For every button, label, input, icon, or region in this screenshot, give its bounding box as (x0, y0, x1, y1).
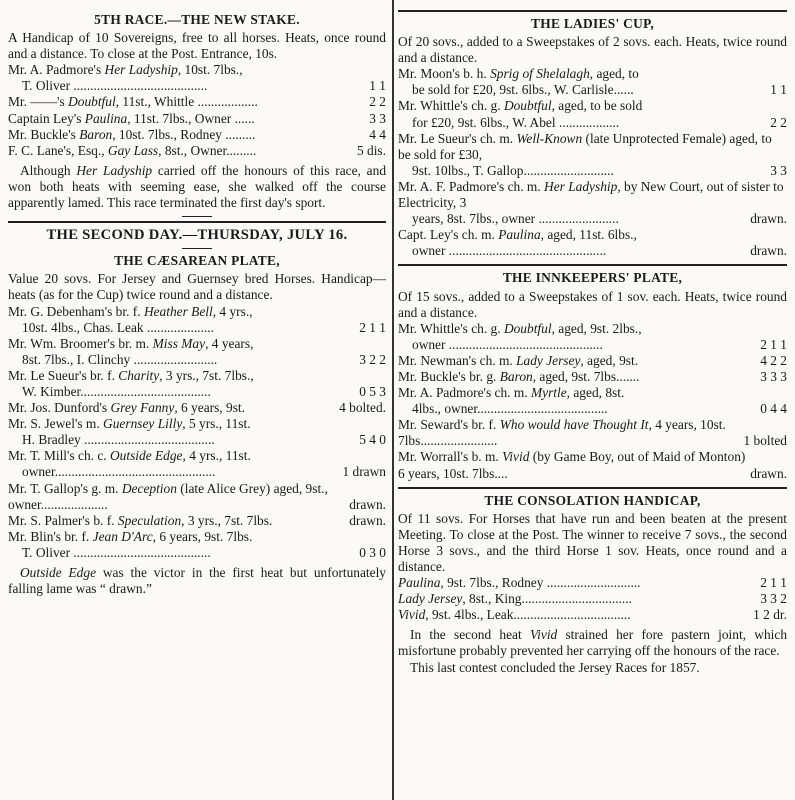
entry-detail: , 9st. 7lbs., Rodney ............................ (440, 575, 641, 591)
entry-horse: Paulina (498, 227, 541, 243)
race-entry (398, 227, 787, 259)
caesarean-entries (8, 304, 386, 562)
entry-detail: , 11st., Whittle .................. (115, 94, 258, 110)
entry-line (8, 448, 386, 464)
entry-detail: , 4 years, 10st. 7lbs....................... (398, 417, 726, 449)
entry-horse: Vivid (398, 607, 426, 623)
race-entry (8, 416, 386, 448)
race-entry (8, 529, 386, 561)
entry-places: 1 bolted (743, 433, 787, 449)
entry-detail: , aged, to (589, 66, 639, 82)
innkeepers-entries (398, 321, 787, 482)
entry-line (398, 66, 787, 82)
entry-line (398, 211, 787, 227)
entry-owner: Mr. Le Sueur's br. f. (8, 367, 119, 383)
race-entry (398, 591, 787, 607)
entry-places: 5 dis. (356, 142, 386, 158)
entry-detail: , 4 yrs., 11st. (182, 448, 251, 464)
entry-continuation: H. Bradley ....................................... (22, 432, 215, 448)
entry-line (398, 369, 756, 385)
entry-continuation: years, 8st. 7lbs., owner ........................ (412, 211, 619, 227)
entry-horse: Paulina (398, 575, 441, 591)
entry-line (8, 513, 345, 529)
entry-horse: Baron (79, 126, 113, 142)
entry-owner: Mr. Buckle's (8, 126, 80, 142)
entry-continuation: 4lbs., owner....................................... (412, 401, 608, 417)
entry-places: 3 3 (770, 162, 787, 178)
entry-line (8, 384, 386, 400)
entry-owner: Mr. Moon's b. h. (398, 66, 491, 82)
divider (398, 487, 787, 489)
entry-horse: Jean D'Arc (92, 528, 153, 544)
entry-line (8, 464, 386, 480)
entry-line (8, 432, 386, 448)
entry-continuation: 9st. 10lbs., T. Gallop........................... (412, 162, 614, 178)
second-day-heading: THE SECOND DAY.—THURSDAY, JULY 16. (46, 227, 348, 244)
entry-places: drawn. (750, 211, 787, 227)
entry-continuation: W. Kimber....................................... (22, 383, 211, 399)
caesarean-conditions: Value 20 sovs. For Jersey and Guernsey bred Horses. Handicap—heats (as for the Cup) twice round and a distance. (8, 271, 386, 303)
entry-places: 3 3 3 (760, 368, 787, 384)
entry-detail: , 6 years, 9st. 7lbs. (152, 528, 253, 544)
entry-line (8, 400, 335, 416)
race-entry (8, 127, 386, 143)
entry-detail: , by New Court, out of sister to Electricity, 3 (398, 178, 784, 211)
entry-places: drawn. (349, 496, 386, 512)
entry-owner: Mr. S. Palmer's b. f. (8, 512, 118, 528)
entry-horse: Deception (121, 480, 177, 496)
entry-line (8, 143, 353, 159)
entry-continuation: be sold for £20, 9st. 6lbs., W. Carlisle...... (412, 82, 634, 98)
entry-places: 4 4 (369, 126, 386, 142)
entry-continuation: 10st. 4lbs., Chas. Leak .................... (22, 319, 214, 335)
entry-continuation: T. Oliver ........................................ (22, 78, 208, 94)
entry-owner: Mr. Worrall's b. m. (398, 449, 503, 465)
entry-line (8, 545, 386, 561)
left-column (0, 0, 392, 800)
entry-horse: Her Ladyship (544, 178, 618, 194)
entry-continuation: owner .............................................. (412, 336, 603, 352)
entry-owner: Captain Ley's (8, 110, 85, 126)
entry-owner: Mr. Whittle's ch. g. (398, 98, 504, 114)
entry-line (398, 163, 787, 179)
race-entry (8, 400, 386, 416)
entry-line (398, 82, 787, 98)
race-entry (398, 353, 787, 369)
race-entry (8, 481, 386, 513)
column-divider (392, 0, 394, 800)
entry-owner: Mr. Seward's br. f. (398, 417, 500, 433)
entry-detail: , 11st. 7lbs., Owner ...... (127, 110, 255, 126)
entry-horse: Guernsey Lilly (103, 416, 183, 432)
ladies-heading: THE LADIES' CUP, (531, 16, 654, 31)
closing-note: This last contest concluded the Jersey Races for 1857. (410, 659, 700, 675)
entry-owner: Mr. T. Mill's ch. c. (8, 448, 110, 464)
entry-places: 3 2 2 (359, 351, 386, 367)
entry-line (398, 337, 787, 353)
entry-line (8, 62, 386, 78)
entry-line (398, 575, 756, 591)
entry-horse: Well-Known (516, 130, 583, 146)
entry-line (8, 111, 365, 127)
entry-places: drawn. (750, 465, 787, 481)
entry-detail: , 5 yrs., 11st. (182, 416, 251, 432)
entry-line (8, 320, 386, 336)
entry-owner: Mr. G. Debenham's br. f. (8, 303, 144, 319)
entry-horse: Heather Bell (143, 303, 213, 319)
entry-line (8, 78, 386, 94)
entry-horse: Who would have Thought It (499, 417, 649, 433)
entry-detail: , 9st. 4lbs., Leak................................... (425, 607, 631, 623)
entry-line (8, 127, 365, 143)
entry-places: 4 2 2 (760, 352, 787, 368)
entry-places: 5 4 0 (359, 432, 386, 448)
race-entry (398, 131, 787, 179)
entry-line (8, 368, 386, 384)
race-entry (8, 111, 386, 127)
innkeepers-heading: THE INNKEEPERS' PLATE, (502, 270, 683, 286)
entry-line (8, 336, 386, 352)
entry-owner: Mr. Wm. Broomer's br. m. (8, 335, 153, 351)
entry-owner: Capt. Ley's ch. m. (398, 227, 499, 243)
entry-continuation: 8st. 7lbs., I. Clinchy ......................... (22, 351, 218, 367)
entry-places: 2 2 (770, 114, 787, 130)
entry-detail: , aged, 11st. 6lbs., (540, 227, 637, 243)
consolation-heading: THE CONSOLATION HANDICAP, (484, 492, 701, 508)
race-entry (398, 607, 787, 623)
ladies-conditions: Of 20 sovs., added to a Sweepstakes of 2 sovs. each. Heats, twice round and a distance. (398, 34, 787, 66)
entry-horse: Speculation (117, 512, 182, 528)
entry-horse: Myrtle (530, 385, 567, 401)
entry-horse: Outside Edge (109, 448, 183, 464)
entry-places: 1 1 (770, 82, 787, 98)
entry-line (398, 179, 787, 211)
entry-detail: , aged, 9st. 2lbs., (551, 320, 642, 336)
race-entry (8, 143, 386, 159)
entry-places: drawn. (750, 243, 787, 259)
entry-places: drawn. (349, 512, 386, 528)
race-entry (398, 66, 787, 98)
entry-continuation: T. Oliver ......................................... (22, 544, 211, 560)
entry-owner: Mr. S. Jewel's m. (8, 416, 104, 432)
right-column (396, 0, 795, 800)
entry-places: 0 4 4 (760, 401, 787, 417)
entry-places: 2 1 1 (760, 336, 787, 352)
entry-horse: Sprig of Shelalagh (490, 66, 590, 82)
entry-line (8, 416, 386, 432)
entry-horse: Charity (118, 367, 160, 383)
entry-detail: , 3 yrs., 7st. 7lbs. (181, 512, 273, 528)
entry-places: 0 5 3 (359, 383, 386, 399)
entry-horse: Doubtful (68, 94, 116, 110)
entry-line (398, 321, 787, 337)
race5-conditions: A Handicap of 10 Sovereigns, free to all horses. Heats, once round and a distance. To close at the Post. Entrance, 10s. (8, 30, 386, 62)
entry-owner: Mr. ——'s (8, 94, 69, 110)
caesarean-heading: THE CÆSAREAN PLATE, (114, 253, 280, 269)
race-entry (8, 513, 386, 529)
entry-places: 1 1 (369, 78, 386, 94)
entry-line (8, 352, 386, 368)
ladies-entries (398, 66, 787, 259)
entry-line (398, 385, 787, 401)
entry-detail: , 8st., Owner......... (158, 142, 257, 158)
race-entry (398, 575, 787, 591)
entry-detail: , aged, 9st. 7lbs....... (532, 368, 640, 384)
entry-horse: Doubtful (503, 320, 552, 336)
entry-line (8, 529, 386, 545)
entry-owner: Mr. Whittle's ch. g. (398, 320, 504, 336)
entry-detail: (late Unprotected Female) aged, to be sold for £30, (398, 130, 772, 162)
race-entry (8, 62, 386, 94)
entry-places: 3 3 2 (760, 591, 787, 607)
consolation-note: In the second heat Vivid strained her fore pastern joint, which misfortune probably prevented her carrying off the honours of the race. (398, 627, 788, 659)
entry-line (398, 243, 787, 259)
entry-owner: Mr. A. F. Padmore's ch. m. (398, 178, 545, 194)
race-entry (8, 368, 386, 400)
entry-detail: , 10st. 7lbs., (177, 62, 243, 78)
entry-places: 4 bolted. (339, 400, 386, 416)
entry-places: 1 drawn (342, 464, 386, 480)
entry-detail: , aged, 9st. (580, 352, 639, 368)
race-entry (398, 98, 787, 130)
entry-continuation: owner................................................ (22, 464, 216, 480)
race-entry (398, 449, 787, 481)
consolation-conditions: Of 11 sovs. For Horses that have run and been beaten at the present Meeting. To close at the Post. The winner to receive 7 sovs., the second Horse 3 sovs., and the third Horse 1 sov. Heats, once round and a distance. (398, 510, 787, 574)
entry-detail: , aged, to be sold (551, 98, 643, 114)
innkeepers-conditions: Of 15 sovs., added to a Sweepstakes of 1 sov. each. Heats, twice round and a distance. (398, 288, 787, 320)
race-entry (8, 304, 386, 336)
entry-horse: Doubtful (503, 98, 552, 114)
race-entry (398, 179, 787, 227)
top-divider (398, 10, 787, 12)
race-entry (8, 336, 386, 368)
entry-detail: , 10st. 7lbs., Rodney ......... (112, 126, 256, 142)
entry-line (398, 607, 749, 623)
entry-line (398, 591, 756, 607)
divider (8, 221, 386, 223)
entry-horse: Baron (499, 368, 533, 384)
entry-places: 2 2 (369, 94, 386, 110)
entry-horse: Grey Fanny (110, 400, 175, 416)
divider (398, 264, 787, 266)
entry-owner: Mr. T. Gallop's g. m. (8, 480, 122, 496)
entry-line (8, 481, 345, 513)
entry-places: 1 2 dr. (753, 607, 787, 623)
entry-line (398, 131, 787, 163)
race-entry (398, 417, 787, 449)
entry-line (398, 449, 746, 481)
entry-owner: F. C. Lane's, Esq., (8, 142, 108, 158)
entry-detail: , 6 years, 9st. (174, 400, 245, 416)
entry-horse: Gay Lass (107, 142, 159, 158)
race5-heading: 5TH RACE.—THE NEW STAKE. (94, 12, 300, 27)
entry-line (398, 417, 739, 449)
race-entry (398, 385, 787, 417)
entry-continuation: owner ............................................... (412, 243, 607, 259)
entry-detail: , 3 yrs., 7st. 7lbs., (159, 367, 254, 383)
short-rule (182, 216, 212, 217)
entry-line (398, 353, 756, 369)
caesarean-note: Outside Edge was the victor in the first heat but unfortunately falling lame was “ drawn.” (8, 565, 386, 597)
entry-line (8, 304, 386, 320)
entry-line (398, 98, 787, 114)
entry-line (398, 115, 787, 131)
entry-owner: Mr. Le Sueur's ch. m. (398, 130, 517, 146)
race5-note: Although Her Ladyship carried off the honours of this race, and won both heats with seeming ease, she walked off the course apparently lamed. This race terminated the first day's sport. (8, 162, 387, 211)
entry-continuation: for £20, 9st. 6lbs., W. Abel .................. (412, 114, 620, 130)
entry-detail: (late Alice Grey) aged, 9st., owner.................... (8, 480, 328, 512)
short-rule (182, 248, 212, 249)
entry-owner: Mr. Blin's br. f. (8, 528, 93, 544)
entry-places: 3 3 (369, 110, 386, 126)
race-entry (398, 369, 787, 385)
entry-horse: Miss May (152, 335, 206, 351)
entry-horse: Her Ladyship (104, 62, 178, 78)
entry-detail: , 4 years, (205, 335, 254, 351)
entry-line (398, 401, 787, 417)
entry-line (398, 227, 787, 243)
race-entry (398, 321, 787, 353)
consolation-entries (398, 575, 787, 623)
entry-owner: Mr. A. Padmore's (8, 62, 105, 78)
entry-owner: Mr. Newman's ch. m. (398, 352, 517, 368)
entry-detail: (by Game Boy, out of Maid of Monton) 6 years, 10st. 7lbs.... (398, 449, 746, 481)
entry-places: 2 1 1 (760, 575, 787, 591)
entry-detail: , 4 yrs., (212, 303, 253, 319)
entry-owner: Mr. A. Padmore's ch. m. (398, 385, 531, 401)
race-entry (8, 94, 386, 110)
entry-horse: Paulina (84, 110, 128, 126)
entry-horse: Lady Jersey (516, 352, 581, 368)
entry-line (8, 94, 365, 110)
race-entry (8, 448, 386, 480)
entry-owner: Mr. Jos. Dunford's (8, 400, 111, 416)
entry-detail: , 8st., King................................. (462, 591, 632, 607)
race5-entries (8, 62, 386, 159)
entry-places: 0 3 0 (359, 544, 386, 560)
entry-owner: Mr. Buckle's br. g. (398, 368, 500, 384)
entry-horse: Lady Jersey (398, 591, 463, 607)
entry-horse: Vivid (502, 449, 530, 465)
entry-places: 2 1 1 (359, 319, 386, 335)
entry-detail: , aged, 8st. (566, 385, 625, 401)
